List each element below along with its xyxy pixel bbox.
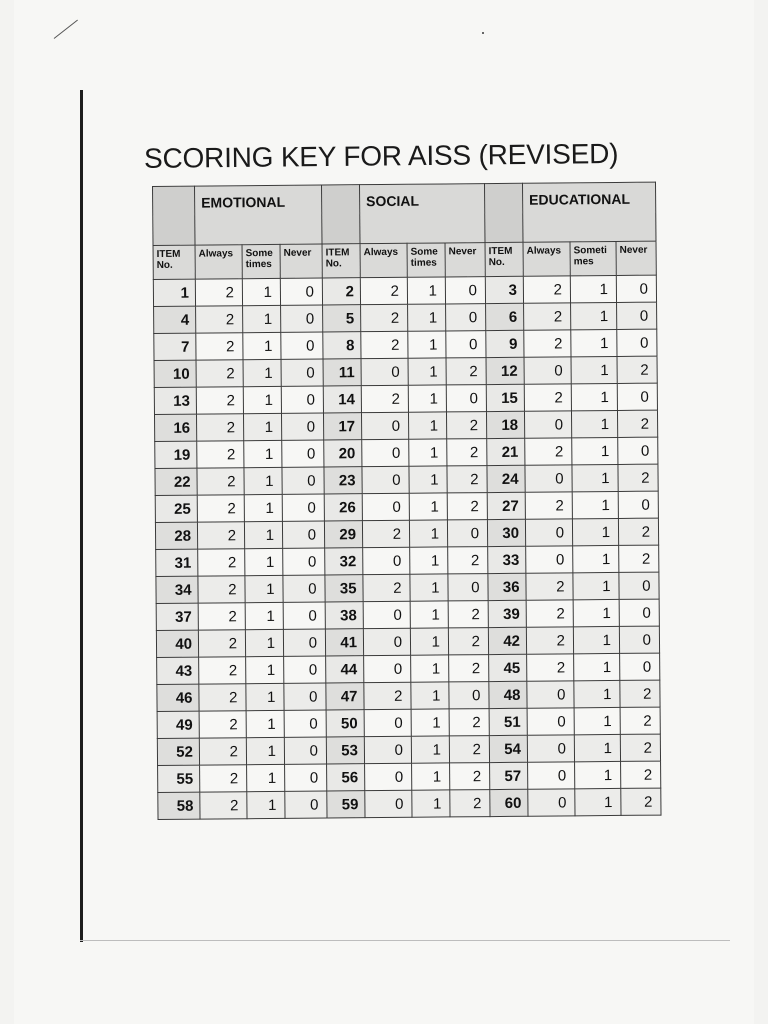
cell-always: 2: [361, 304, 408, 331]
cell-item-no: 59: [327, 791, 365, 818]
cell-item-no: 52: [157, 738, 199, 765]
cell-item-no: 45: [489, 654, 527, 681]
cell-always: 0: [528, 762, 575, 789]
cell-never: 0: [285, 791, 327, 818]
cell-never: 0: [619, 599, 659, 626]
cell-sometimes: 1: [410, 547, 448, 574]
cell-never: 0: [284, 710, 326, 737]
cell-never: 0: [281, 332, 323, 359]
cell-always: 2: [361, 385, 408, 412]
cell-item-no: 19: [155, 441, 197, 468]
cell-never: 0: [282, 521, 324, 548]
cell-never: 0: [281, 305, 323, 332]
cell-never: 0: [281, 413, 323, 440]
cell-sometimes: 1: [408, 358, 446, 385]
cell-always: 2: [198, 549, 245, 576]
group-social: SOCIAL: [359, 184, 485, 244]
cell-sometimes: 1: [408, 385, 446, 412]
cell-item-no: 23: [324, 467, 362, 494]
cell-sometimes: 1: [571, 302, 617, 329]
cell-never: 2: [621, 788, 661, 815]
cell-always: 0: [363, 547, 410, 574]
cell-always: 2: [527, 654, 574, 681]
cell-item-no: 13: [154, 387, 196, 414]
cell-item-no: 50: [326, 710, 364, 737]
cell-always: 2: [196, 360, 243, 387]
cell-item-no: 25: [155, 495, 197, 522]
cell-item-no: 32: [325, 548, 363, 575]
cell-item-no: 14: [323, 386, 361, 413]
cell-sometimes: 1: [244, 521, 282, 548]
cell-item-no: 20: [324, 440, 362, 467]
cell-never: 0: [280, 278, 322, 305]
cell-sometimes: 1: [243, 413, 281, 440]
cell-sometimes: 1: [243, 305, 281, 332]
cell-sometimes: 1: [246, 737, 284, 764]
cell-item-no: 11: [323, 359, 361, 386]
cell-sometimes: 1: [411, 655, 449, 682]
cell-item-no: 55: [158, 765, 200, 792]
cell-sometimes: 1: [574, 734, 620, 761]
cell-sometimes: 1: [575, 761, 621, 788]
cell-never: 0: [449, 682, 489, 709]
cell-always: 2: [198, 603, 245, 630]
cell-never: 2: [448, 628, 488, 655]
cell-always: 0: [365, 790, 412, 817]
cell-always: 2: [524, 303, 571, 330]
subheader-always: Always: [523, 242, 570, 276]
cell-item-no: 41: [325, 629, 363, 656]
cell-item-no: 34: [156, 576, 198, 603]
cell-item-no: 10: [154, 360, 196, 387]
cell-always: 2: [197, 522, 244, 549]
cell-item-no: 57: [490, 762, 528, 789]
cell-always: 2: [198, 630, 245, 657]
cell-never: 0: [617, 383, 657, 410]
subheader-always: Always: [360, 243, 407, 277]
cell-never: 2: [617, 356, 657, 383]
cell-always: 2: [525, 438, 572, 465]
cell-sometimes: 1: [246, 683, 284, 710]
cell-always: 0: [524, 357, 571, 384]
cell-item-no: 35: [325, 575, 363, 602]
cell-always: 2: [197, 468, 244, 495]
cell-item-no: 46: [157, 684, 199, 711]
cell-always: 2: [200, 792, 247, 819]
cell-item-no: 4: [154, 306, 196, 333]
cell-always: 2: [363, 574, 410, 601]
paper-page: [14, 0, 754, 1024]
subheader-sometimes: Some times: [242, 244, 280, 278]
cell-sometimes: 1: [571, 410, 617, 437]
cell-sometimes: 1: [574, 680, 620, 707]
cell-sometimes: 1: [411, 709, 449, 736]
cell-item-no: 38: [325, 602, 363, 629]
cell-sometimes: 1: [572, 464, 618, 491]
cell-sometimes: 1: [243, 332, 281, 359]
cell-always: 0: [526, 546, 573, 573]
cell-never: 0: [619, 572, 659, 599]
subheader-item-no: ITEM No.: [485, 242, 523, 276]
cell-always: 0: [527, 735, 574, 762]
cell-never: 2: [621, 761, 661, 788]
cell-never: 0: [446, 331, 486, 358]
cell-always: 2: [196, 387, 243, 414]
cell-item-no: 22: [155, 468, 197, 495]
cell-item-no: 17: [323, 413, 361, 440]
cell-sometimes: 1: [245, 629, 283, 656]
cell-sometimes: 1: [572, 518, 618, 545]
cell-item-no: 37: [156, 603, 198, 630]
cell-item-no: 1: [153, 279, 195, 306]
cell-item-no: 36: [488, 573, 526, 600]
cell-sometimes: 1: [574, 653, 620, 680]
cell-sometimes: 1: [243, 359, 281, 386]
group-emotional: EMOTIONAL: [195, 185, 323, 245]
cell-always: 2: [199, 684, 246, 711]
cell-always: 2: [526, 627, 573, 654]
cell-never: 0: [283, 602, 325, 629]
cell-sometimes: 1: [407, 277, 445, 304]
scoring-key-table: [152, 182, 662, 820]
cell-sometimes: 1: [409, 493, 447, 520]
subheader-item-no: ITEM No.: [322, 244, 360, 278]
cell-never: 0: [617, 329, 657, 356]
subheader-sometimes: Some times: [407, 243, 445, 277]
cell-item-no: 28: [155, 522, 197, 549]
cell-never: 0: [283, 575, 325, 602]
cell-always: 2: [360, 277, 407, 304]
cell-sometimes: 1: [411, 736, 449, 763]
cell-always: 0: [365, 763, 412, 790]
cell-always: 2: [196, 306, 243, 333]
cell-sometimes: 1: [571, 356, 617, 383]
cell-item-no: 8: [323, 332, 361, 359]
cell-item-no: 7: [154, 333, 196, 360]
cell-item-no: 6: [486, 303, 524, 330]
cell-always: 2: [525, 492, 572, 519]
cell-never: 0: [284, 737, 326, 764]
cell-sometimes: 1: [571, 329, 617, 356]
cell-item-no: 53: [326, 737, 364, 764]
cell-always: 2: [524, 330, 571, 357]
cell-never: 0: [282, 494, 324, 521]
bottom-rule: [80, 940, 730, 941]
cell-item-no: 54: [489, 735, 527, 762]
cell-item-no: 40: [156, 630, 198, 657]
cell-always: 0: [362, 493, 409, 520]
cell-never: 2: [620, 707, 660, 734]
cell-always: 2: [195, 279, 242, 306]
cell-sometimes: 1: [245, 548, 283, 575]
cell-sometimes: 1: [246, 710, 284, 737]
cell-always: 2: [362, 520, 409, 547]
cell-never: 0: [617, 302, 657, 329]
cell-sometimes: 1: [570, 275, 616, 302]
cell-always: 2: [199, 657, 246, 684]
cell-always: 2: [199, 738, 246, 765]
cell-never: 2: [449, 709, 489, 736]
cell-always: 0: [364, 709, 411, 736]
cell-sometimes: 1: [412, 763, 450, 790]
cell-item-no: 39: [488, 600, 526, 627]
cell-sometimes: 1: [572, 437, 618, 464]
cell-never: 0: [281, 386, 323, 413]
subheader-item-no: ITEM No.: [153, 245, 195, 279]
cell-always: 2: [200, 765, 247, 792]
cell-sometimes: 1: [247, 764, 285, 791]
subheader-sometimes: Someti mes: [570, 241, 616, 275]
cell-item-no: 43: [157, 657, 199, 684]
cell-always: 0: [363, 601, 410, 628]
cell-never: 2: [448, 547, 488, 574]
cell-sometimes: 1: [243, 386, 281, 413]
cell-sometimes: 1: [573, 626, 619, 653]
cell-always: 2: [526, 573, 573, 600]
cell-always: 0: [364, 736, 411, 763]
cell-always: 0: [527, 681, 574, 708]
cell-never: 0: [283, 629, 325, 656]
cell-item-no: 51: [489, 708, 527, 735]
cell-sometimes: 1: [246, 656, 284, 683]
cell-never: 2: [449, 655, 489, 682]
cell-always: 2: [199, 711, 246, 738]
cell-item-no: 27: [487, 492, 525, 519]
cell-item-no: 58: [158, 792, 200, 819]
cell-sometimes: 1: [408, 331, 446, 358]
cell-never: 2: [446, 358, 486, 385]
cell-always: 0: [362, 439, 409, 466]
cell-item-no: 49: [157, 711, 199, 738]
cell-always: 2: [361, 331, 408, 358]
pen-mark: [54, 20, 78, 39]
cell-item-no: 47: [326, 683, 364, 710]
page-title: SCORING KEY FOR AISS (REVISED): [143, 137, 619, 174]
cell-never: 2: [447, 493, 487, 520]
cell-sometimes: 1: [409, 466, 447, 493]
cell-item-no: 48: [489, 681, 527, 708]
cell-never: 2: [620, 734, 660, 761]
cell-sometimes: 1: [412, 790, 450, 817]
cell-sometimes: 1: [247, 791, 285, 818]
cell-item-no: 21: [487, 438, 525, 465]
cell-always: 0: [528, 789, 575, 816]
cell-item-no: 26: [324, 494, 362, 521]
cell-never: 0: [447, 520, 487, 547]
cell-always: 2: [198, 576, 245, 603]
group-educational: EDUCATIONAL: [522, 182, 656, 242]
cell-sometimes: 1: [410, 628, 448, 655]
cell-sometimes: 1: [574, 707, 620, 734]
cell-sometimes: 1: [573, 599, 619, 626]
cell-never: 2: [448, 601, 488, 628]
cell-sometimes: 1: [411, 682, 449, 709]
cell-item-no: 33: [488, 546, 526, 573]
group-spacer: [484, 183, 523, 242]
subheader-always: Always: [195, 245, 242, 279]
margin-line: [80, 90, 83, 942]
cell-sometimes: 1: [244, 440, 282, 467]
cell-always: 0: [362, 466, 409, 493]
cell-always: 0: [525, 465, 572, 492]
cell-sometimes: 1: [409, 520, 447, 547]
cell-never: 2: [618, 518, 658, 545]
cell-never: 0: [281, 359, 323, 386]
subheader-never: Never: [445, 243, 485, 277]
cell-never: 0: [284, 683, 326, 710]
cell-item-no: 24: [487, 465, 525, 492]
table-row: [158, 788, 661, 819]
cell-never: 0: [448, 574, 488, 601]
cell-always: 0: [361, 412, 408, 439]
cell-item-no: 2: [322, 278, 360, 305]
cell-sometimes: 1: [408, 412, 446, 439]
group-spacer: [153, 186, 196, 245]
cell-never: 0: [282, 467, 324, 494]
cell-never: 0: [618, 437, 658, 464]
cell-always: 2: [526, 600, 573, 627]
cell-never: 0: [619, 626, 659, 653]
cell-never: 0: [282, 440, 324, 467]
cell-always: 0: [361, 358, 408, 385]
cell-item-no: 3: [485, 276, 523, 303]
cell-never: 0: [616, 275, 656, 302]
cell-always: 2: [524, 384, 571, 411]
cell-sometimes: 1: [245, 575, 283, 602]
cell-sometimes: 1: [575, 788, 621, 815]
cell-always: 0: [525, 519, 572, 546]
cell-never: 2: [618, 464, 658, 491]
cell-never: 0: [284, 656, 326, 683]
cell-never: 0: [283, 548, 325, 575]
cell-always: 2: [196, 333, 243, 360]
cell-never: 2: [446, 412, 486, 439]
cell-item-no: 15: [486, 384, 524, 411]
cell-always: 2: [197, 441, 244, 468]
cell-never: 0: [446, 385, 486, 412]
cell-item-no: 31: [156, 549, 198, 576]
ink-dot: [482, 32, 484, 34]
cell-sometimes: 1: [408, 304, 446, 331]
group-header-row: [153, 182, 656, 245]
cell-always: 0: [363, 628, 410, 655]
cell-sometimes: 1: [245, 602, 283, 629]
subheader-never: Never: [280, 244, 322, 278]
cell-sometimes: 1: [409, 439, 447, 466]
cell-item-no: 18: [486, 411, 524, 438]
cell-never: 2: [450, 763, 490, 790]
cell-always: 2: [523, 276, 570, 303]
cell-sometimes: 1: [572, 491, 618, 518]
cell-sometimes: 1: [244, 467, 282, 494]
cell-sometimes: 1: [244, 494, 282, 521]
cell-always: 2: [197, 495, 244, 522]
cell-item-no: 30: [487, 519, 525, 546]
cell-sometimes: 1: [573, 572, 619, 599]
cell-sometimes: 1: [242, 278, 280, 305]
cell-always: 0: [364, 655, 411, 682]
cell-never: 2: [619, 545, 659, 572]
cell-sometimes: 1: [571, 383, 617, 410]
cell-item-no: 56: [327, 764, 365, 791]
scoring-rows: [153, 275, 661, 819]
cell-never: 2: [617, 410, 657, 437]
group-spacer: [321, 185, 360, 244]
cell-always: 0: [524, 411, 571, 438]
cell-never: 2: [449, 736, 489, 763]
cell-sometimes: 1: [573, 545, 619, 572]
cell-item-no: 12: [486, 357, 524, 384]
cell-item-no: 5: [323, 305, 361, 332]
cell-item-no: 9: [486, 330, 524, 357]
cell-always: 0: [527, 708, 574, 735]
cell-item-no: 44: [326, 656, 364, 683]
cell-never: 0: [446, 304, 486, 331]
cell-never: 2: [620, 680, 660, 707]
cell-sometimes: 1: [410, 574, 448, 601]
cell-always: 2: [196, 414, 243, 441]
cell-sometimes: 1: [410, 601, 448, 628]
cell-never: 2: [447, 466, 487, 493]
cell-never: 0: [445, 277, 485, 304]
cell-never: 0: [620, 653, 660, 680]
cell-never: 0: [285, 764, 327, 791]
cell-never: 0: [618, 491, 658, 518]
cell-item-no: 16: [154, 414, 196, 441]
cell-item-no: 29: [324, 521, 362, 548]
sub-header-row: [153, 241, 656, 279]
cell-item-no: 42: [488, 627, 526, 654]
cell-never: 2: [447, 439, 487, 466]
subheader-never: Never: [616, 241, 656, 275]
cell-item-no: 60: [490, 789, 528, 816]
cell-never: 2: [450, 790, 490, 817]
cell-always: 2: [364, 682, 411, 709]
